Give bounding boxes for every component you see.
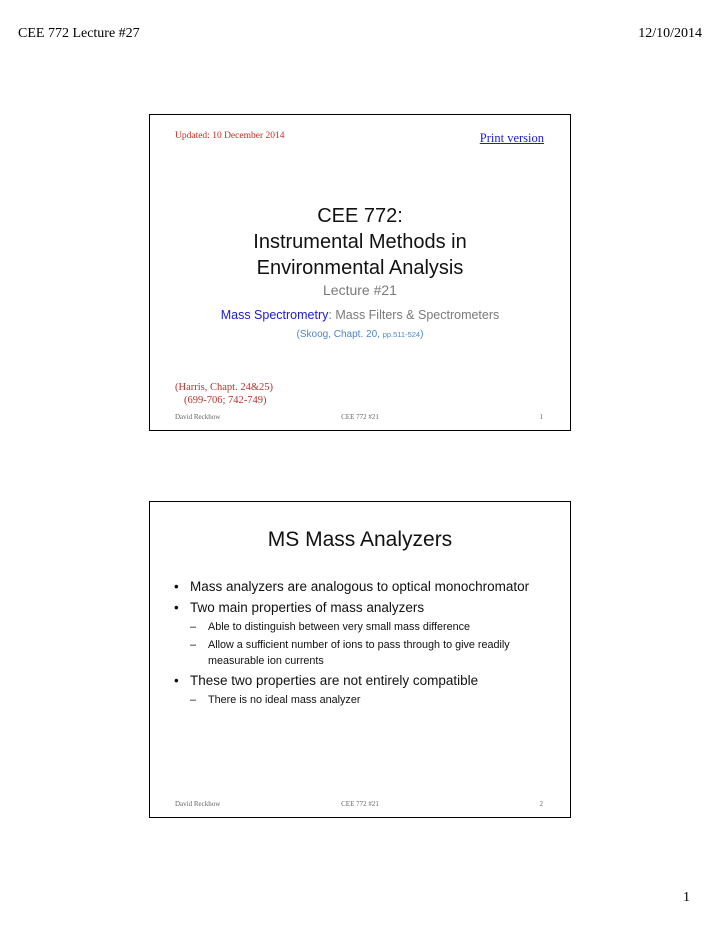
bullet-item: • Mass analyzers are analogous to optical monochromator — [174, 577, 559, 596]
slide-1-title — [150, 203, 570, 281]
sub-bullet-item: – Allow a sufficient number of ions to pass through to give readily measurable ion currents — [174, 637, 559, 669]
subtitle-highlight: Mass Spectrometry — [220, 308, 329, 322]
slide-2 — [149, 501, 571, 818]
slide-footer-author: David Reckhow — [175, 800, 221, 808]
harris-line-2: (699-706; 742-749) — [184, 395, 267, 406]
sub-bullet-item: – Able to distinguish between very small mass difference — [174, 619, 559, 635]
subtitle-rest: : Mass Filters & Spectrometers — [328, 308, 500, 322]
title-line-1: CEE 772: — [317, 205, 403, 227]
harris-line-1: (Harris, Chapt. 24&25) — [175, 382, 273, 393]
slide-footer-course: CEE 772 #21 — [341, 413, 379, 421]
page-header-left: CEE 772 Lecture #27 — [18, 26, 140, 41]
skoog-open: (Skoog, Chapt. 20, — [296, 329, 383, 340]
slide-2-title: MS Mass Analyzers — [267, 528, 453, 551]
title-line-3: Environmental Analysis — [256, 257, 464, 279]
slide-1 — [149, 114, 571, 431]
skoog-pages: pp.511-524 — [382, 330, 421, 339]
bullet-item: • Two main properties of mass analyzers — [174, 598, 559, 617]
updated-date: Updated: 10 December 2014 — [175, 131, 285, 141]
slide-footer-course: CEE 772 #21 — [341, 800, 379, 808]
page-number: 1 — [683, 890, 690, 905]
title-line-2: Instrumental Methods in — [253, 231, 467, 253]
slide-1-subtitle — [150, 308, 570, 322]
page-header-date: 12/10/2014 — [638, 26, 702, 41]
slide-footer-author: David Reckhow — [175, 413, 221, 421]
sub-bullet-item: – There is no ideal mass analyzer — [174, 692, 559, 708]
print-version-link[interactable]: Print version — [479, 131, 544, 145]
slide-footer-number: 1 — [539, 413, 543, 421]
skoog-reference — [150, 329, 570, 340]
skoog-close: ) — [420, 329, 424, 340]
slide-footer-number: 2 — [539, 800, 543, 808]
harris-reference — [175, 381, 273, 407]
lecture-number: Lecture #21 — [323, 282, 397, 298]
bullet-item: • These two properties are not entirely compatible — [174, 671, 559, 690]
bullet-list — [174, 577, 559, 710]
